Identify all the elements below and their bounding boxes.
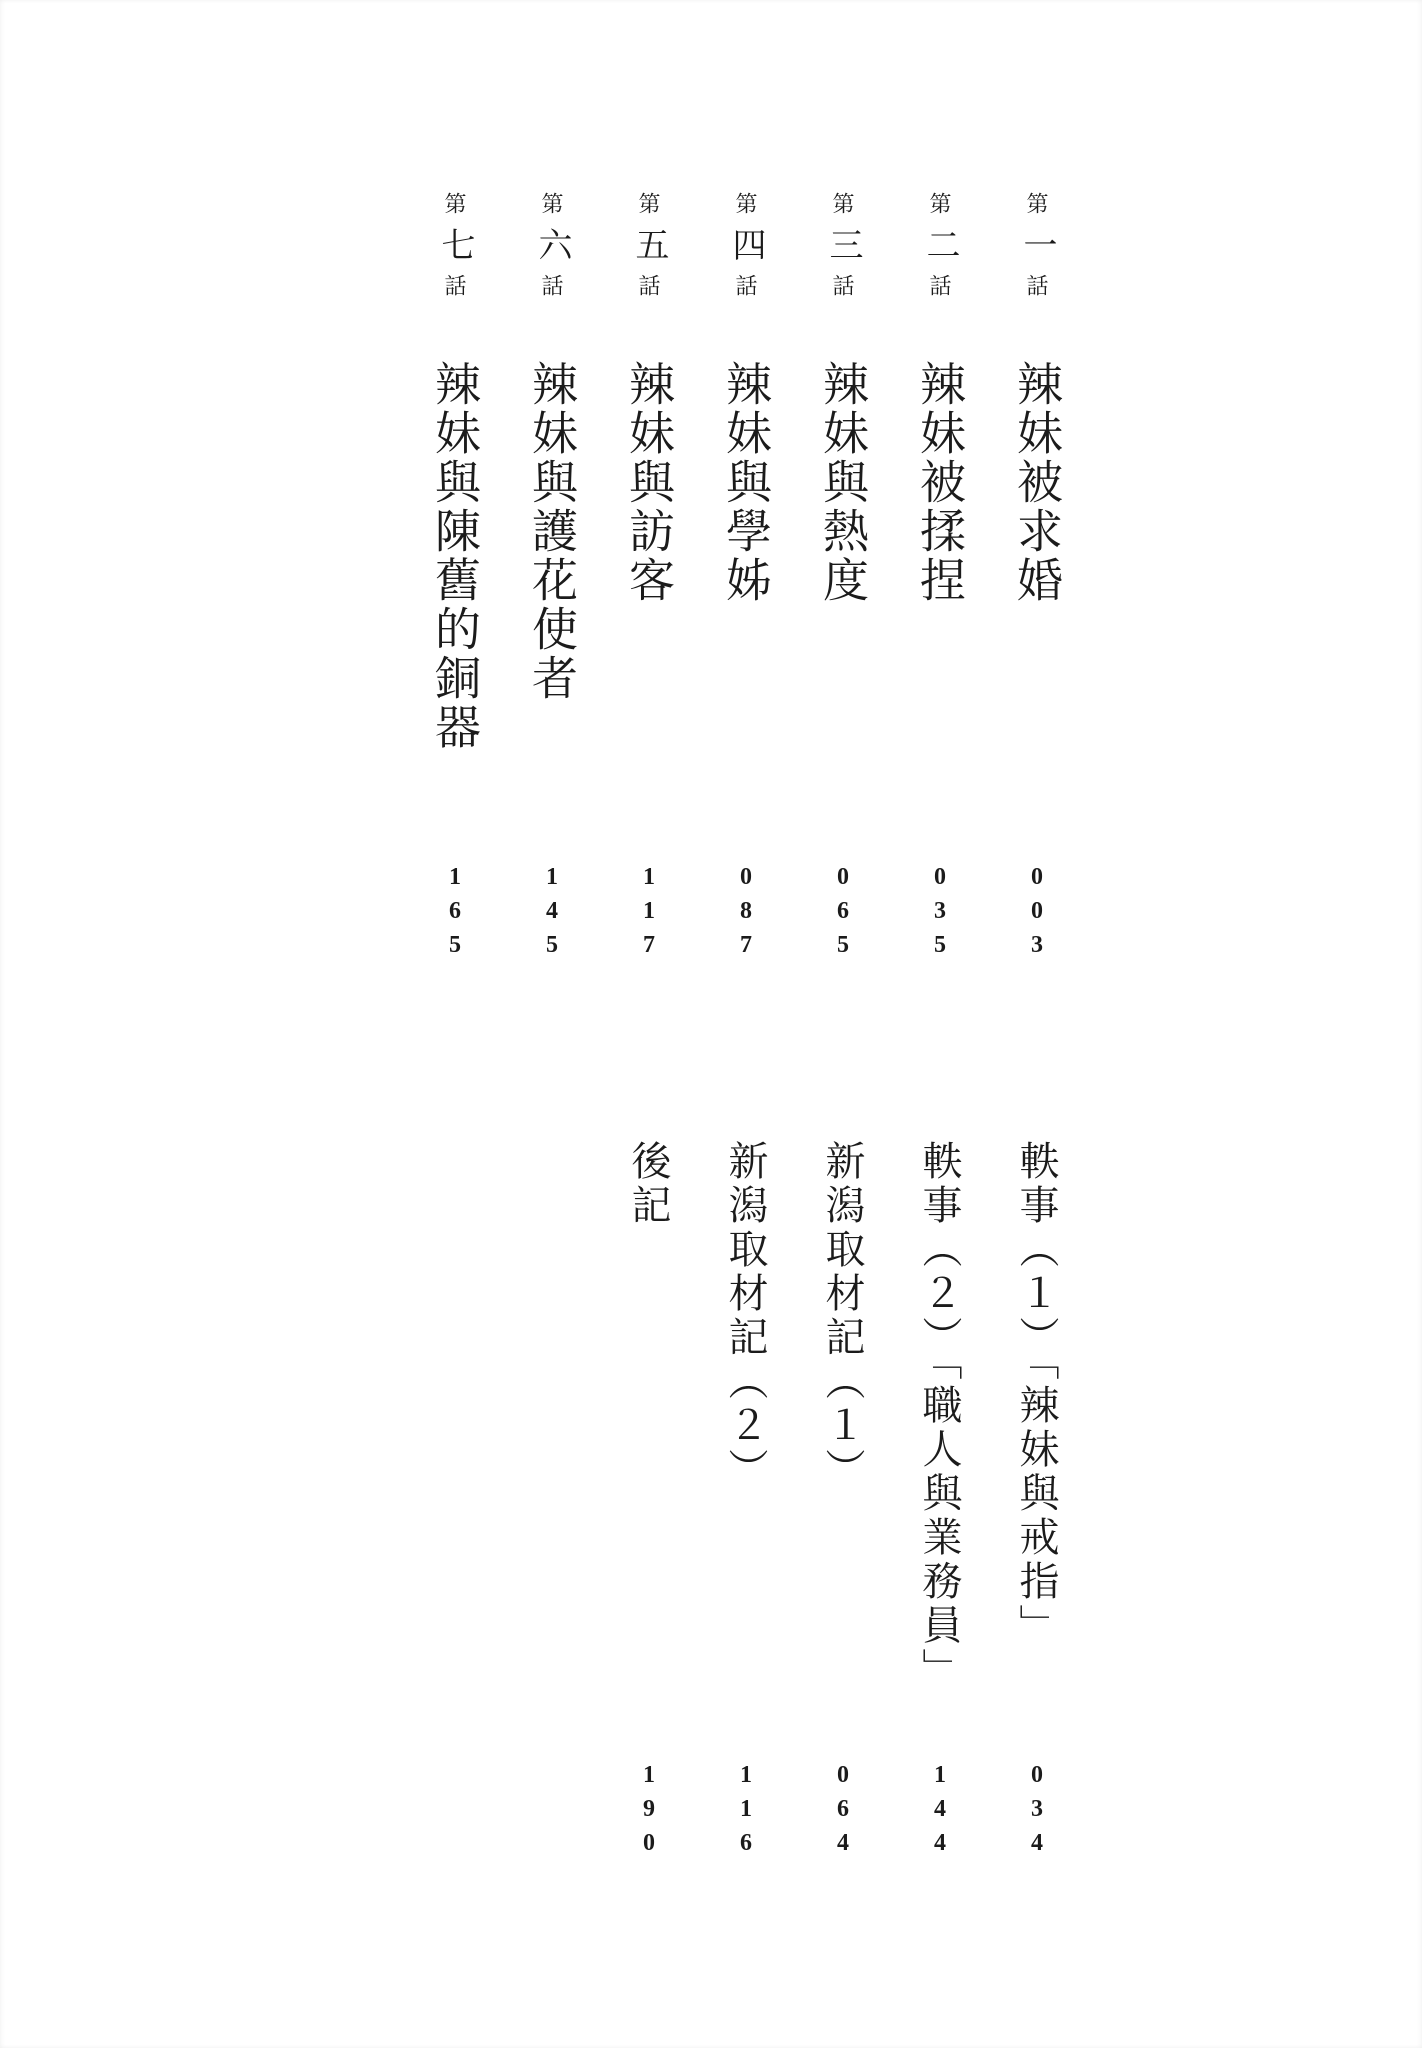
chapter-number: 六 xyxy=(533,227,570,261)
chapter-ordinal-prefix: 第 xyxy=(539,192,564,214)
chapter-title: 辣妹與訪客 xyxy=(623,360,674,605)
chapter-ordinal-suffix: 話 xyxy=(1024,274,1049,296)
chapter-number: 五 xyxy=(630,227,667,261)
chapter-ordinal-suffix: 話 xyxy=(636,274,661,296)
extra-page-number: 144 xyxy=(927,1762,953,1864)
chapter-ordinal-suffix: 話 xyxy=(539,274,564,296)
chapter-ordinal-prefix: 第 xyxy=(927,192,952,214)
extra-title: 軼事（２）「職人與業務員」 xyxy=(917,1140,962,1692)
chapter-list xyxy=(406,192,1085,882)
chapter-title: 辣妹被求婚 xyxy=(1011,360,1062,605)
chapter-entry xyxy=(988,192,1085,882)
chapter-page-number: 065 xyxy=(830,864,856,966)
extra-page-number: 190 xyxy=(636,1762,662,1864)
chapter-number: 四 xyxy=(727,227,764,261)
chapter-ordinal-suffix: 話 xyxy=(442,274,467,296)
chapter-entry xyxy=(600,192,697,882)
chapter-page-number: 165 xyxy=(442,864,468,966)
chapter-page-number: 087 xyxy=(733,864,759,966)
chapter-title: 辣妹與學姊 xyxy=(720,360,771,605)
extra-page-number: 064 xyxy=(830,1762,856,1864)
chapter-ordinal-prefix: 第 xyxy=(636,192,661,214)
chapter-page-number: 003 xyxy=(1024,864,1050,966)
chapter-page-numbers xyxy=(406,864,1085,1014)
chapter-number: 一 xyxy=(1018,227,1055,261)
chapter-entry xyxy=(406,192,503,882)
chapter-title: 辣妹與熱度 xyxy=(817,360,868,605)
extra-title: 新潟取材記（１） xyxy=(820,1140,865,1492)
extra-title: 後記 xyxy=(626,1140,671,1228)
chapter-page-number: 117 xyxy=(636,864,662,966)
chapter-ordinal-suffix: 話 xyxy=(927,274,952,296)
chapter-number: 二 xyxy=(921,227,958,261)
chapter-entry xyxy=(794,192,891,882)
extra-page-numbers xyxy=(600,1762,1085,1912)
extra-title: 新潟取材記（２） xyxy=(723,1140,768,1492)
chapter-ordinal-suffix: 話 xyxy=(733,274,758,296)
chapter-entry xyxy=(891,192,988,882)
extra-title: 軼事（１）「辣妹與戒指」 xyxy=(1014,1140,1059,1648)
chapter-number: 三 xyxy=(824,227,861,261)
chapter-ordinal-prefix: 第 xyxy=(830,192,855,214)
extra-page-number: 034 xyxy=(1024,1762,1050,1864)
chapter-title: 辣妹與陳舊的銅器 xyxy=(429,360,480,752)
chapter-ordinal-prefix: 第 xyxy=(442,192,467,214)
chapter-page-number: 145 xyxy=(539,864,565,966)
chapter-number: 七 xyxy=(436,227,473,261)
chapter-ordinal-prefix: 第 xyxy=(733,192,758,214)
chapter-ordinal-suffix: 話 xyxy=(830,274,855,296)
chapter-title: 辣妹與護花使者 xyxy=(526,360,577,703)
chapter-ordinal-prefix: 第 xyxy=(1024,192,1049,214)
chapter-entry xyxy=(697,192,794,882)
extra-page-number: 116 xyxy=(733,1762,759,1864)
chapter-entry xyxy=(503,192,600,882)
chapter-page-number: 035 xyxy=(927,864,953,966)
chapter-title: 辣妹被揉捏 xyxy=(914,360,965,605)
